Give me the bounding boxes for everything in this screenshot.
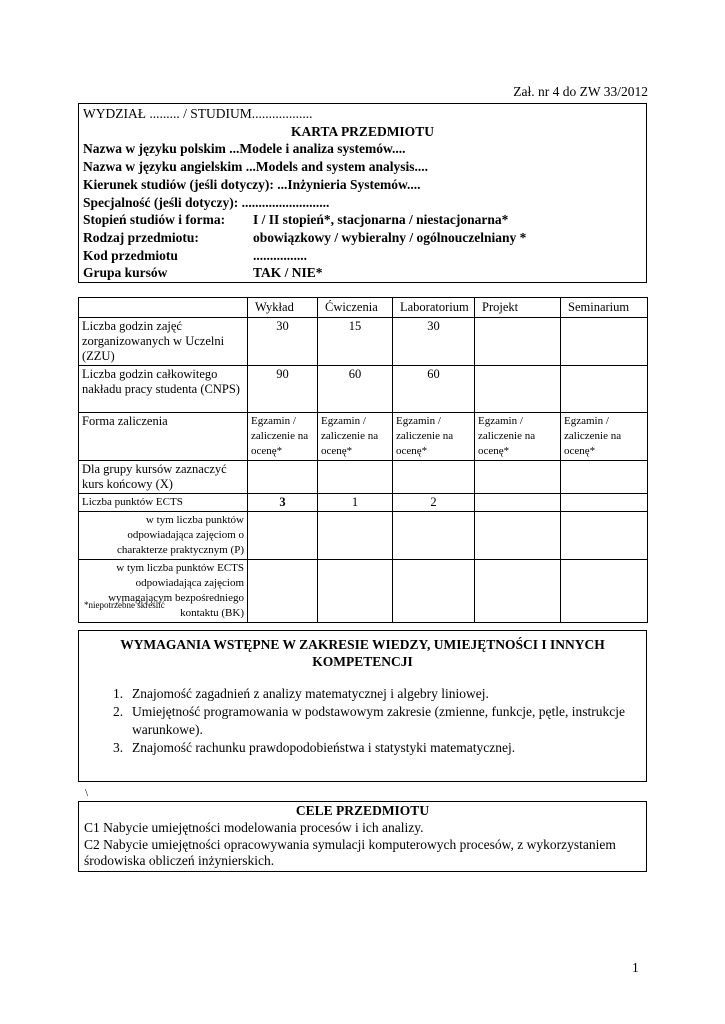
- strike-out-footnote: *niepotrzebne skreślić: [84, 600, 165, 610]
- assessment-lecture: Egzamin / zaliczenie na ocenę*: [248, 413, 318, 461]
- course-type-label: Rodzaj przedmiotu:: [83, 229, 199, 245]
- list-item: [79, 739, 646, 757]
- list-item: [79, 685, 646, 703]
- ects-lecture: 3: [248, 494, 318, 512]
- header-empty-cell: [79, 298, 248, 318]
- assessment-form-label: Forma zaliczenia: [79, 413, 248, 461]
- course-group-label: Grupa kursów: [83, 265, 168, 281]
- item-text: Znajomość zagadnień z analizy matematycznej i algebry liniowej.: [132, 686, 489, 701]
- course-name-en: Nazwa w języku angielskim ...Models and system analysis....: [83, 159, 429, 175]
- cnps-classes: 60: [318, 366, 393, 413]
- course-code-row: [83, 247, 642, 265]
- degree-form-label: Stopień studiów i forma:: [83, 212, 226, 228]
- course-group-value: TAK / NIE*: [253, 265, 323, 281]
- final-course-classes: [318, 461, 393, 494]
- course-card-header-box: [78, 103, 647, 283]
- attachment-note: Zał. nr 4 do ZW 33/2012: [513, 84, 648, 99]
- final-course-laboratory: [393, 461, 475, 494]
- course-type-row: [83, 229, 642, 247]
- header-laboratory: Laboratorium: [393, 298, 475, 318]
- cnps-lecture: 90: [248, 366, 318, 413]
- header-seminar: Seminarium: [561, 298, 648, 318]
- assessment-form-row: [79, 413, 648, 461]
- hours-table: [78, 297, 648, 623]
- cnps-seminar: [561, 366, 648, 413]
- item-number: 2.: [113, 704, 124, 719]
- practical-points-lecture: [248, 512, 318, 560]
- direct-contact-points-label: w tym liczba punktów ECTS odpowiadająca zajęciom wymagającym bezpośredniego kontaktu (BK): [79, 560, 248, 623]
- cnps-row: [79, 366, 648, 413]
- assessment-seminar: Egzamin / zaliczenie na ocenę*: [561, 413, 648, 461]
- direct-contact-seminar: [561, 560, 648, 623]
- zzu-laboratory: 30: [393, 318, 475, 366]
- list-item: [79, 703, 646, 739]
- direct-contact-points-row: [79, 560, 648, 623]
- direct-contact-classes: [318, 560, 393, 623]
- ects-label: Liczba punktów ECTS: [79, 494, 248, 512]
- objectives-box: [78, 801, 647, 872]
- degree-form-value: I / II stopień*, stacjonarna / niestacjonarna*: [253, 212, 509, 228]
- course-group-row: [83, 264, 642, 282]
- zzu-label: Liczba godzin zajęć zorganizowanych w Uczelni (ZZU): [79, 318, 248, 366]
- header-lecture: Wykład: [248, 298, 318, 318]
- stray-backslash-mark: \: [85, 787, 89, 799]
- final-course-project: [475, 461, 561, 494]
- cnps-laboratory: 60: [393, 366, 475, 413]
- header-classes: Ćwiczenia: [318, 298, 393, 318]
- item-number: 3.: [113, 740, 124, 755]
- cnps-project: [475, 366, 561, 413]
- degree-form-row: [83, 211, 642, 229]
- item-text: Umiejętność programowania w podstawowym zakresie (zmienne, funkcje, pętle, instrukcje warunkowe).: [132, 704, 625, 737]
- direct-contact-project: [475, 560, 561, 623]
- practical-points-seminar: [561, 512, 648, 560]
- specialization-line: Specjalność (jeśli dotyczy): ..........................: [83, 194, 330, 210]
- final-course-label: Dla grupy kursów zaznaczyć kurs końcowy (X): [79, 461, 248, 494]
- prerequisites-title: [79, 636, 646, 670]
- objective-c2: C2 Nabycie umiejętności opracowywania symulacji komputerowych procesów, z wykorzystaniem środowiska obliczeń inżynierskich.: [84, 836, 616, 869]
- direct-contact-laboratory: [393, 560, 475, 623]
- practical-points-row: [79, 512, 648, 560]
- course-code-value: ................: [253, 247, 307, 263]
- practical-points-project: [475, 512, 561, 560]
- prerequisites-title-line1: WYMAGANIA WSTĘPNE W ZAKRESIE WIEDZY, UMIEJĘTNOŚCI I INNYCH: [120, 637, 605, 652]
- prerequisites-list: [79, 685, 646, 757]
- ects-classes: 1: [318, 494, 393, 512]
- course-name-pl: Nazwa w języku polskim ...Modele i analiza systemów....: [83, 141, 406, 157]
- objective-c1: C1 Nabycie umiejętności modelowania procesów i ich analizy.: [84, 819, 424, 835]
- assessment-laboratory: Egzamin / zaliczenie na ocenę*: [393, 413, 475, 461]
- final-course-row: [79, 461, 648, 494]
- ects-row: [79, 494, 648, 512]
- hours-table-header-row: [79, 298, 648, 318]
- direct-contact-lecture: [248, 560, 318, 623]
- course-type-value: obowiązkowy / wybieralny / ogólnouczelniany *: [253, 229, 527, 245]
- objectives-title: CELE PRZEDMIOTU: [295, 803, 430, 818]
- zzu-classes: 15: [318, 318, 393, 366]
- final-course-seminar: [561, 461, 648, 494]
- practical-points-laboratory: [393, 512, 475, 560]
- page-number: 1: [632, 960, 639, 975]
- item-text: Znajomość rachunku prawdopodobieństwa i statystyki matematycznej.: [132, 740, 516, 755]
- header-project: Projekt: [475, 298, 561, 318]
- zzu-project: [475, 318, 561, 366]
- ects-laboratory: 2: [393, 494, 475, 512]
- practical-points-label: w tym liczba punktów odpowiadająca zajęciom o charakterze praktycznym (P): [79, 512, 248, 560]
- practical-points-classes: [318, 512, 393, 560]
- zzu-seminar: [561, 318, 648, 366]
- faculty-study-line: WYDZIAŁ ......... / STUDIUM..................: [83, 106, 313, 121]
- field-of-study-line: Kierunek studiów (jeśli dotyczy): ...Inżynieria Systemów....: [83, 176, 421, 192]
- zzu-row: [79, 318, 648, 366]
- prerequisites-title-line2: KOMPETENCJI: [312, 654, 413, 669]
- assessment-classes: Egzamin / zaliczenie na ocenę*: [318, 413, 393, 461]
- final-course-lecture: [248, 461, 318, 494]
- document-title: KARTA PRZEDMIOTU: [291, 123, 434, 139]
- zzu-lecture: 30: [248, 318, 318, 366]
- course-code-label: Kod przedmiotu: [83, 247, 178, 263]
- assessment-project: Egzamin / zaliczenie na ocenę*: [475, 413, 561, 461]
- ects-seminar: [561, 494, 648, 512]
- ects-project: [475, 494, 561, 512]
- cnps-label: Liczba godzin całkowitego nakładu pracy studenta (CNPS): [79, 366, 248, 413]
- item-number: 1.: [113, 686, 124, 701]
- prerequisites-box: [78, 630, 647, 782]
